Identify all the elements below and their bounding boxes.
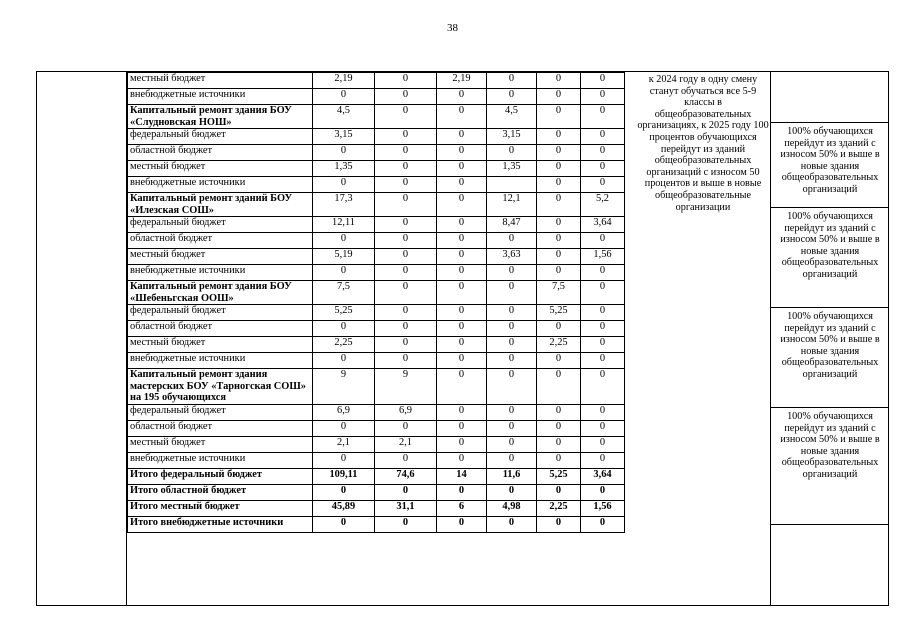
table-row — [128, 89, 625, 105]
value-cell: 0 — [487, 89, 537, 105]
table-row — [128, 404, 625, 420]
value-cell: 0 — [581, 105, 625, 129]
budget-table — [127, 72, 625, 533]
value-cell: 6,9 — [375, 404, 437, 420]
value-cell: 0 — [437, 353, 487, 369]
table-row — [128, 420, 625, 436]
result-text: 100% обучающихся перейдут из зданий с износом 50% и выше в новые здания общеобразовательных организаций — [780, 126, 880, 195]
total-row — [128, 500, 625, 516]
value-cell: 0 — [437, 161, 487, 177]
value-cell: 0 — [581, 404, 625, 420]
value-cell: 0 — [537, 436, 581, 452]
value-cell: 0 — [375, 452, 437, 468]
value-cell: 2,25 — [313, 337, 375, 353]
value-cell — [487, 177, 537, 193]
value-cell: 0 — [537, 484, 581, 500]
value-cell: 0 — [537, 105, 581, 129]
value-cell: 0 — [537, 404, 581, 420]
value-cell: 0 — [581, 516, 625, 532]
value-cell: 0 — [313, 353, 375, 369]
left-column — [37, 72, 127, 605]
value-cell: 0 — [537, 89, 581, 105]
value-cell: 0 — [437, 233, 487, 249]
value-cell: 0 — [581, 337, 625, 353]
value-cell: 0 — [375, 516, 437, 532]
total-row — [128, 484, 625, 500]
results-column — [771, 72, 889, 605]
row-label: Капитальный ремонт здания БОУ «Слудновская НОШ» — [128, 105, 313, 129]
result-cell-empty — [771, 524, 889, 607]
value-cell: 0 — [437, 337, 487, 353]
value-cell: 0 — [313, 516, 375, 532]
row-label: федеральный бюджет — [128, 129, 313, 145]
value-cell: 14 — [437, 468, 487, 484]
row-label: областной бюджет — [128, 321, 313, 337]
result-text: 100% обучающихся перейдут из зданий с износом 50% и выше в новые здания общеобразовательных организаций — [780, 311, 880, 380]
value-cell: 0 — [437, 281, 487, 305]
value-cell: 0 — [375, 193, 437, 217]
value-cell: 4,5 — [487, 105, 537, 129]
value-cell: 0 — [537, 265, 581, 281]
value-cell: 1,35 — [487, 161, 537, 177]
value-cell: 0 — [581, 369, 625, 405]
page-number: 38 — [447, 22, 458, 34]
value-cell: 7,5 — [313, 281, 375, 305]
value-cell: 0 — [487, 337, 537, 353]
total-row — [128, 516, 625, 532]
table-row — [128, 337, 625, 353]
value-cell: 0 — [581, 436, 625, 452]
value-cell: 0 — [437, 129, 487, 145]
table-row — [128, 265, 625, 281]
row-label: местный бюджет — [128, 73, 313, 89]
value-cell: 0 — [537, 516, 581, 532]
value-cell: 0 — [437, 404, 487, 420]
value-cell: 3,63 — [487, 249, 537, 265]
value-cell: 0 — [375, 161, 437, 177]
row-label: внебюджетные источники — [128, 89, 313, 105]
value-cell: 0 — [537, 249, 581, 265]
value-cell: 2,25 — [537, 337, 581, 353]
table-row — [128, 305, 625, 321]
table-row — [128, 129, 625, 145]
value-cell: 2,1 — [313, 436, 375, 452]
value-cell: 0 — [487, 353, 537, 369]
value-cell: 0 — [537, 452, 581, 468]
value-cell: 0 — [581, 89, 625, 105]
value-cell: 1,35 — [313, 161, 375, 177]
value-cell: 3,15 — [313, 129, 375, 145]
value-cell: 0 — [581, 353, 625, 369]
value-cell: 0 — [487, 420, 537, 436]
value-cell: 0 — [537, 161, 581, 177]
value-cell: 6 — [437, 500, 487, 516]
value-cell: 4,98 — [487, 500, 537, 516]
value-cell: 0 — [437, 217, 487, 233]
row-label: Капитальный ремонт здания мастерских БОУ «Тарногская СОШ» на 195 обучающихся — [128, 369, 313, 405]
row-label: внебюджетные источники — [128, 452, 313, 468]
value-cell: 0 — [487, 369, 537, 405]
row-label: федеральный бюджет — [128, 404, 313, 420]
value-cell: 0 — [375, 89, 437, 105]
row-label: Капитальный ремонт здания БОУ «Шебеньгская ООШ» — [128, 281, 313, 305]
value-cell: 4,5 — [313, 105, 375, 129]
value-cell: 0 — [537, 129, 581, 145]
value-cell: 0 — [437, 145, 487, 161]
row-label: Итого внебюджетные источники — [128, 516, 313, 532]
value-cell: 0 — [537, 73, 581, 89]
value-cell: 0 — [437, 436, 487, 452]
value-cell: 0 — [313, 145, 375, 161]
value-cell: 0 — [437, 265, 487, 281]
value-cell: 0 — [437, 420, 487, 436]
value-cell: 0 — [581, 177, 625, 193]
value-cell: 12,11 — [313, 217, 375, 233]
description-column — [634, 72, 771, 605]
value-cell: 0 — [375, 353, 437, 369]
value-cell: 0 — [437, 369, 487, 405]
value-cell: 0 — [313, 233, 375, 249]
value-cell: 0 — [437, 305, 487, 321]
value-cell: 0 — [313, 452, 375, 468]
value-cell: 11,6 — [487, 468, 537, 484]
table-row — [128, 217, 625, 233]
row-label: внебюджетные источники — [128, 177, 313, 193]
value-cell: 2,1 — [375, 436, 437, 452]
value-cell: 0 — [537, 369, 581, 405]
result-text: 100% обучающихся перейдут из зданий с износом 50% и выше в новые здания общеобразовательных организаций — [780, 211, 880, 280]
value-cell: 0 — [581, 129, 625, 145]
value-cell: 3,15 — [487, 129, 537, 145]
value-cell: 0 — [487, 73, 537, 89]
value-cell: 5,2 — [581, 193, 625, 217]
row-label: внебюджетные источники — [128, 265, 313, 281]
value-cell: 2,19 — [437, 73, 487, 89]
row-label: местный бюджет — [128, 161, 313, 177]
value-cell: 0 — [537, 193, 581, 217]
row-label: Итого областной бюджет — [128, 484, 313, 500]
value-cell: 2,25 — [537, 500, 581, 516]
value-cell: 0 — [581, 484, 625, 500]
value-cell: 3,64 — [581, 468, 625, 484]
result-cell — [771, 407, 889, 517]
value-cell: 0 — [375, 145, 437, 161]
budget-table-frame — [36, 71, 889, 606]
value-cell: 1,56 — [581, 249, 625, 265]
value-cell: 0 — [487, 233, 537, 249]
value-cell: 0 — [313, 265, 375, 281]
value-cell: 0 — [487, 281, 537, 305]
value-cell: 0 — [437, 177, 487, 193]
row-label: Итого местный бюджет — [128, 500, 313, 516]
value-cell: 0 — [487, 404, 537, 420]
value-cell: 0 — [375, 105, 437, 129]
value-cell: 7,5 — [537, 281, 581, 305]
value-cell: 0 — [437, 452, 487, 468]
value-cell: 9 — [313, 369, 375, 405]
table-row — [128, 105, 625, 129]
value-cell: 31,1 — [375, 500, 437, 516]
value-cell: 0 — [487, 265, 537, 281]
value-cell: 5,25 — [313, 305, 375, 321]
row-label: областной бюджет — [128, 233, 313, 249]
value-cell: 0 — [537, 420, 581, 436]
value-cell: 0 — [537, 177, 581, 193]
value-cell: 0 — [375, 249, 437, 265]
value-cell: 0 — [487, 436, 537, 452]
value-cell: 0 — [375, 484, 437, 500]
value-cell: 0 — [437, 484, 487, 500]
result-cell — [771, 207, 889, 307]
value-cell: 0 — [313, 321, 375, 337]
value-cell: 0 — [375, 305, 437, 321]
value-cell: 17,3 — [313, 193, 375, 217]
value-cell: 5,25 — [537, 468, 581, 484]
value-cell: 0 — [313, 89, 375, 105]
value-cell: 12,1 — [487, 193, 537, 217]
description-text: к 2024 году в одну смену станут обучаться все 5-9 классы в общеобразовательных организациях, к 2025 году 100 процентов обучающихся перейдут из зданий общеобразовательных организаций с износом 50 процентов и выше в новые общеобразовательные организации — [637, 74, 769, 213]
value-cell: 0 — [537, 321, 581, 337]
table-row — [128, 73, 625, 89]
value-cell: 109,11 — [313, 468, 375, 484]
table-row — [128, 281, 625, 305]
value-cell: 0 — [581, 233, 625, 249]
value-cell: 0 — [437, 516, 487, 532]
value-cell: 0 — [313, 420, 375, 436]
value-cell: 0 — [437, 193, 487, 217]
value-cell: 0 — [375, 337, 437, 353]
value-cell: 0 — [581, 161, 625, 177]
value-cell: 8,47 — [487, 217, 537, 233]
table-row — [128, 436, 625, 452]
value-cell: 0 — [375, 281, 437, 305]
value-cell: 6,9 — [313, 404, 375, 420]
value-cell: 0 — [375, 177, 437, 193]
value-cell: 0 — [581, 73, 625, 89]
row-label: федеральный бюджет — [128, 305, 313, 321]
value-cell: 0 — [375, 233, 437, 249]
table-row — [128, 161, 625, 177]
value-cell: 0 — [581, 281, 625, 305]
value-cell: 0 — [375, 420, 437, 436]
row-label: федеральный бюджет — [128, 217, 313, 233]
value-cell: 0 — [537, 145, 581, 161]
table-row — [128, 369, 625, 405]
value-cell: 0 — [437, 321, 487, 337]
value-cell: 0 — [375, 265, 437, 281]
value-cell: 9 — [375, 369, 437, 405]
value-cell: 0 — [537, 217, 581, 233]
value-cell: 0 — [487, 305, 537, 321]
value-cell: 0 — [375, 73, 437, 89]
value-cell: 74,6 — [375, 468, 437, 484]
value-cell: 0 — [437, 89, 487, 105]
value-cell: 3,64 — [581, 217, 625, 233]
value-cell: 0 — [313, 484, 375, 500]
value-cell: 0 — [487, 452, 537, 468]
table-row — [128, 193, 625, 217]
row-label: Итого федеральный бюджет — [128, 468, 313, 484]
row-label: местный бюджет — [128, 436, 313, 452]
table-row — [128, 177, 625, 193]
table-row — [128, 145, 625, 161]
row-label: областной бюджет — [128, 145, 313, 161]
value-cell: 0 — [487, 516, 537, 532]
row-label: Капитальный ремонт зданий БОУ «Илезская СОШ» — [128, 193, 313, 217]
value-cell: 0 — [437, 105, 487, 129]
table-row — [128, 353, 625, 369]
value-cell: 0 — [581, 420, 625, 436]
table-row — [128, 321, 625, 337]
value-cell: 0 — [581, 305, 625, 321]
value-cell: 0 — [487, 484, 537, 500]
result-text: 100% обучающихся перейдут из зданий с износом 50% и выше в новые здания общеобразовательных организаций — [780, 411, 880, 480]
value-cell: 0 — [581, 452, 625, 468]
value-cell: 45,89 — [313, 500, 375, 516]
value-cell: 5,25 — [537, 305, 581, 321]
value-cell: 1,56 — [581, 500, 625, 516]
value-cell: 0 — [487, 145, 537, 161]
value-cell: 0 — [581, 321, 625, 337]
table-row — [128, 249, 625, 265]
table-row — [128, 452, 625, 468]
value-cell: 0 — [375, 217, 437, 233]
value-cell: 0 — [537, 353, 581, 369]
value-cell: 0 — [375, 129, 437, 145]
table-row — [128, 233, 625, 249]
value-cell: 0 — [437, 249, 487, 265]
value-cell: 0 — [581, 145, 625, 161]
result-cell — [771, 307, 889, 407]
row-label: внебюджетные источники — [128, 353, 313, 369]
row-label: местный бюджет — [128, 337, 313, 353]
value-cell: 0 — [313, 177, 375, 193]
value-cell: 0 — [375, 321, 437, 337]
value-cell: 2,19 — [313, 73, 375, 89]
row-label: областной бюджет — [128, 420, 313, 436]
value-cell: 0 — [537, 233, 581, 249]
row-label: местный бюджет — [128, 249, 313, 265]
value-cell: 0 — [487, 321, 537, 337]
total-row — [128, 468, 625, 484]
value-cell: 5,19 — [313, 249, 375, 265]
value-cell: 0 — [581, 265, 625, 281]
